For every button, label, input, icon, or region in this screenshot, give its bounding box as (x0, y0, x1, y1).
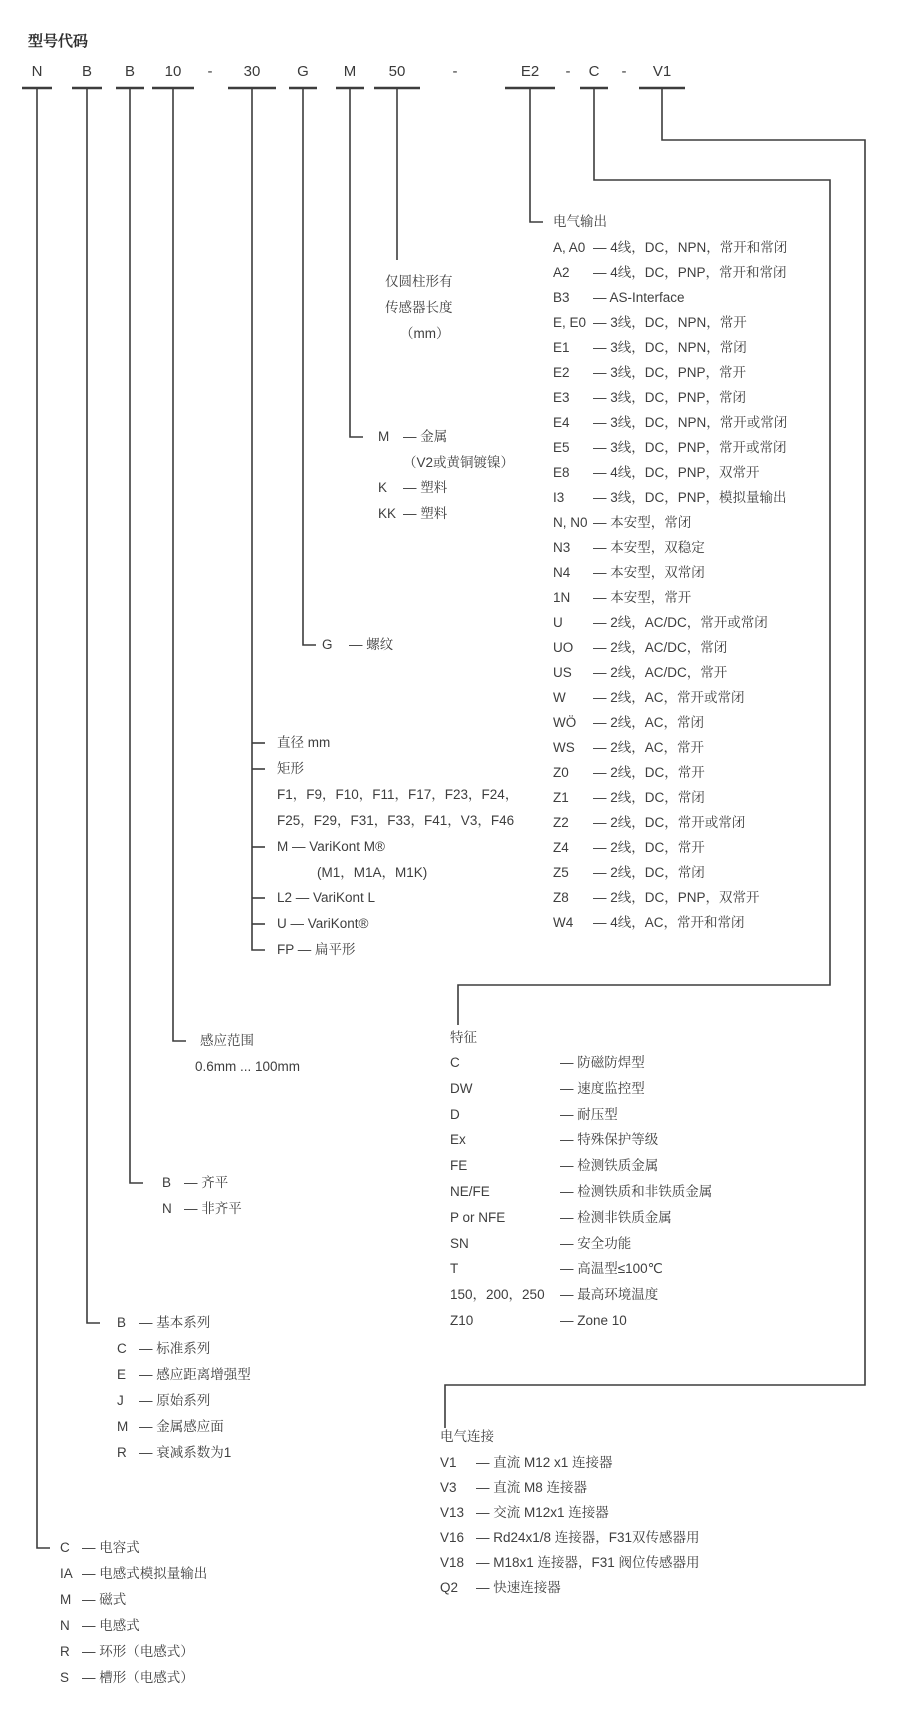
code-description: — 塑料 (403, 506, 448, 522)
code-value: W4 (553, 915, 574, 930)
code-description: — 本安型，双稳定 (593, 540, 705, 555)
feature-row (450, 1308, 712, 1334)
line-series (87, 88, 100, 1323)
code-value: E4 (553, 415, 570, 430)
code-description: — 2线，DC，PNP，双常开 (593, 890, 760, 905)
connection-row (440, 1475, 700, 1500)
sensing-range-label: 感应范围 (200, 1033, 254, 1048)
code-description: — Rd24x1/8 连接器，F31双传感器用 (476, 1530, 700, 1545)
code-description: — 电感式模拟量输出 (82, 1566, 208, 1581)
code-description: — 安全功能 (560, 1235, 632, 1251)
code-value (378, 450, 403, 476)
code-description: — 塑料 (403, 480, 448, 496)
code-value: V1 (440, 1455, 457, 1470)
output-row (553, 660, 787, 685)
outputs-block (553, 235, 787, 935)
connection-row (440, 1575, 700, 1600)
series-row (117, 1440, 251, 1466)
output-row (553, 785, 787, 810)
flush-row (162, 1170, 242, 1196)
output-row (553, 485, 787, 510)
output-row (553, 510, 787, 535)
series-row (117, 1310, 251, 1336)
code-value: 1N (553, 590, 571, 605)
code-value: M (378, 429, 390, 444)
code-description: — 耐压型 (560, 1106, 618, 1122)
output-row (553, 860, 787, 885)
code-value: V16 (440, 1530, 465, 1545)
code-description: — 3线，DC，NPN，常开或常闭 (593, 415, 788, 430)
sensing-type-block (60, 1535, 207, 1691)
code-value: Z2 (553, 815, 569, 830)
code-value: T (450, 1261, 459, 1277)
material-row (378, 475, 514, 501)
output-row (553, 710, 787, 735)
code-description: — 2线，DC，常开或常闭 (593, 815, 746, 830)
code-token: N (31, 63, 43, 80)
code-token: B (81, 63, 93, 80)
code-token: 10 (164, 63, 182, 80)
shape-row: U — VariKont® (277, 916, 369, 932)
code-value: DW (450, 1080, 473, 1096)
code-description: — 2线，AC/DC，常闭 (593, 640, 728, 655)
code-description: — 本安型，常开 (593, 590, 692, 605)
code-description: — 2线，DC，常开 (593, 765, 705, 780)
code-token: 50 (388, 63, 406, 80)
output-row (553, 435, 787, 460)
code-description: — Zone 10 (560, 1312, 627, 1328)
code-value: B (162, 1175, 172, 1190)
code-value: Z5 (553, 865, 569, 880)
connections-block (440, 1450, 700, 1600)
sensing-range-value: 0.6mm ... 100mm (195, 1059, 301, 1074)
code-description: — 电容式 (82, 1540, 140, 1555)
code-token: 30 (243, 63, 261, 80)
code-description: — 高温型≤100℃ (560, 1261, 663, 1277)
code-description: — 检测铁质金属 (560, 1158, 659, 1174)
code-description: — 电感式 (82, 1618, 140, 1633)
output-row (553, 535, 787, 560)
code-value: R (60, 1644, 70, 1659)
code-token: C (588, 63, 600, 80)
output-row (553, 385, 787, 410)
code-description: — 4线，DC，PNP，常开和常闭 (593, 265, 787, 280)
code-value: M (60, 1592, 72, 1607)
shape-row: 矩形 (277, 760, 304, 776)
shape-row: FP — 扁平形 (277, 942, 356, 958)
code-value: Q2 (440, 1580, 459, 1595)
connections-label: 电气连接 (440, 1429, 494, 1444)
code-value: A, A0 (553, 240, 586, 255)
sensing-type-row (60, 1587, 207, 1613)
code-value: V18 (440, 1555, 465, 1570)
code-value: FE (450, 1158, 468, 1174)
output-row (553, 635, 787, 660)
code-value: N3 (553, 540, 571, 555)
output-row (553, 360, 787, 385)
flush-block (162, 1170, 242, 1222)
code-description: — 特殊保护等级 (560, 1132, 659, 1148)
features-label: 特征 (450, 1030, 477, 1045)
feature-row (450, 1076, 712, 1102)
series-row (117, 1336, 251, 1362)
shape-block (277, 730, 518, 963)
code-token: V1 (652, 63, 672, 80)
code-description: — 金属感应面 (139, 1419, 224, 1434)
series-block (117, 1310, 251, 1466)
code-value: B3 (553, 290, 570, 305)
code-value: Z1 (553, 790, 569, 805)
connection-row (440, 1450, 700, 1475)
code-separator: - (565, 63, 571, 80)
sensor-length-block (385, 269, 453, 346)
code-token: E2 (520, 63, 540, 80)
material-row (378, 501, 514, 527)
code-token: G (297, 63, 309, 80)
thread-row (322, 632, 393, 658)
output-row (553, 260, 787, 285)
shape-row: L2 — VariKont L (277, 890, 376, 906)
feature-row (450, 1231, 712, 1257)
code-value: US (553, 665, 572, 680)
code-value: D (450, 1106, 460, 1122)
note-line: （mm） (400, 325, 450, 341)
feature-row (450, 1282, 712, 1308)
features-block (450, 1050, 712, 1334)
code-description: — 3线，DC，PNP，常开或常闭 (593, 440, 787, 455)
code-value: NE/FE (450, 1183, 490, 1199)
code-description: — 4线，DC，PNP，双常开 (593, 465, 760, 480)
code-value: 150，200，250 (450, 1287, 545, 1303)
code-description: — 3线，DC，PNP，常闭 (593, 390, 747, 405)
code-description: — 2线，AC，常闭 (593, 715, 705, 730)
code-value: E5 (553, 440, 570, 455)
code-description: — 标准系列 (139, 1341, 211, 1356)
output-row (553, 810, 787, 835)
code-value: WS (553, 740, 575, 755)
code-description: — 螺纹 (349, 637, 394, 652)
sensing-range-block (195, 1028, 301, 1080)
page-title: 型号代码 (28, 33, 89, 50)
code-value: E (117, 1367, 127, 1382)
code-value: W (553, 690, 566, 705)
code-value: M (117, 1419, 129, 1434)
line-outputs (530, 88, 543, 222)
sensing-type-row (60, 1561, 207, 1587)
code-description: — 4线，DC，NPN，常开和常闭 (593, 240, 788, 255)
code-value: C (117, 1341, 127, 1356)
series-row (117, 1388, 251, 1414)
line-thread (303, 88, 316, 645)
code-value: R (117, 1445, 127, 1460)
code-description: — 齐平 (184, 1175, 229, 1190)
code-description: — 速度监控型 (560, 1080, 645, 1096)
code-description: — 最高环境温度 (560, 1287, 659, 1303)
code-description: — 检测铁质和非铁质金属 (560, 1183, 713, 1199)
code-description: — 衰减系数为1 (139, 1445, 232, 1460)
code-value: E, E0 (553, 315, 587, 330)
connection-row (440, 1550, 700, 1575)
output-row (553, 460, 787, 485)
code-description: — 3线，DC，NPN，常闭 (593, 340, 747, 355)
output-row (553, 410, 787, 435)
code-value: Z0 (553, 765, 569, 780)
line-sensing-type (37, 88, 50, 1548)
output-row (553, 335, 787, 360)
feature-row (450, 1179, 712, 1205)
code-value: K (378, 480, 388, 496)
code-description: — 槽形（电感式） (82, 1670, 194, 1685)
feature-row (450, 1127, 712, 1153)
material-row (378, 450, 514, 476)
output-row (553, 585, 787, 610)
code-description: — 检测非铁质金属 (560, 1209, 672, 1225)
code-description: — 2线，AC，常开 (593, 740, 705, 755)
line-shape (252, 88, 265, 950)
feature-row (450, 1256, 712, 1282)
code-value: Z10 (450, 1312, 474, 1328)
code-value: C (60, 1540, 70, 1555)
code-value: J (117, 1393, 124, 1408)
output-row (553, 910, 787, 935)
code-value: V13 (440, 1505, 465, 1520)
feature-row (450, 1102, 712, 1128)
code-description: — 3线，DC，NPN，常开 (593, 315, 747, 330)
line-sensing-range (173, 88, 186, 1041)
code-value: G (322, 637, 333, 652)
material-row (378, 424, 514, 450)
code-value: C (450, 1055, 460, 1070)
code-value: Z8 (553, 890, 569, 905)
sensing-type-row (60, 1665, 207, 1691)
output-row (553, 235, 787, 260)
code-value: S (60, 1670, 70, 1685)
feature-row (450, 1205, 712, 1231)
code-description: — 感应距离增强型 (139, 1367, 251, 1382)
shape-row: 直径 mm (277, 735, 331, 750)
outputs-label: 电气输出 (553, 214, 607, 229)
code-value: N, N0 (553, 515, 588, 530)
output-row (553, 610, 787, 635)
code-token: M (343, 63, 357, 80)
code-value: E3 (553, 390, 570, 405)
line-flush (130, 88, 143, 1183)
output-row (553, 310, 787, 335)
code-value: E2 (553, 365, 570, 380)
shape-row: M — VariKont M® (277, 838, 385, 854)
code-description: — 基本系列 (139, 1315, 211, 1330)
code-description: — 防磁防焊型 (560, 1055, 645, 1070)
code-description: — 3线，DC，PNP，模拟量输出 (593, 490, 787, 505)
output-row (553, 560, 787, 585)
feature-row (450, 1153, 712, 1179)
output-row (553, 685, 787, 710)
output-row (553, 285, 787, 310)
code-description: — 原始系列 (139, 1393, 211, 1408)
code-value: SN (450, 1235, 469, 1251)
code-description: — 直流 M12 x1 连接器 (476, 1455, 613, 1470)
thread-block (322, 632, 393, 658)
code-description: — 直流 M8 连接器 (476, 1480, 588, 1495)
code-value: N4 (553, 565, 571, 580)
code-value: KK (378, 506, 397, 522)
code-description: — 4线，AC，常开和常闭 (593, 915, 745, 930)
code-description: — 交流 M12x1 连接器 (476, 1505, 609, 1520)
shape-row: (M1，M1A，M1K) (317, 864, 428, 880)
code-value: I3 (553, 490, 565, 505)
code-description: — 金属 (403, 429, 448, 444)
code-description: — 2线，DC，常闭 (593, 790, 705, 805)
output-row (553, 835, 787, 860)
code-value: U (553, 615, 563, 630)
code-description: — 本安型，常闭 (593, 515, 692, 530)
code-value: A2 (553, 265, 570, 280)
code-description: — AS-Interface (593, 290, 685, 305)
connection-row (440, 1500, 700, 1525)
flush-row (162, 1196, 242, 1222)
code-value: UO (553, 640, 574, 655)
material-block (378, 424, 514, 527)
code-description: — 本安型，双常闭 (593, 565, 705, 580)
output-row (553, 760, 787, 785)
code-description: — M18x1 连接器，F31 阀位传感器用 (476, 1555, 700, 1570)
code-description: — 2线，AC/DC，常开 (593, 665, 728, 680)
code-value: IA (60, 1566, 73, 1581)
series-row (117, 1414, 251, 1440)
output-row (553, 735, 787, 760)
code-description: — 磁式 (82, 1592, 127, 1607)
code-description: — 2线，AC/DC，常开或常闭 (593, 615, 768, 630)
code-description: （V2或黄铜镀镍） (403, 454, 515, 470)
code-value: P or NFE (450, 1209, 506, 1225)
code-value: WÖ (553, 715, 577, 730)
code-value: Ex (450, 1132, 466, 1148)
feature-row (450, 1050, 712, 1076)
code-description: — 非齐平 (184, 1201, 242, 1216)
code-separator: - (452, 63, 458, 80)
sensing-type-row (60, 1639, 207, 1665)
code-separator: - (207, 63, 213, 80)
code-description: — 2线，DC，常开 (593, 840, 705, 855)
code-value: E1 (553, 340, 570, 355)
note-line: 仅圆柱形有 (385, 274, 453, 289)
code-description: — 环形（电感式） (82, 1644, 194, 1659)
series-row (117, 1362, 251, 1388)
connection-row (440, 1525, 700, 1550)
code-separator: - (621, 63, 627, 80)
code-description: — 3线，DC，PNP，常开 (593, 365, 747, 380)
code-value: N (162, 1201, 172, 1216)
code-value: Z4 (553, 840, 569, 855)
code-description: — 快速连接器 (476, 1580, 561, 1595)
output-row (553, 885, 787, 910)
code-description: — 2线，DC，常闭 (593, 865, 705, 880)
code-description: — 2线，AC，常开或常闭 (593, 690, 745, 705)
code-value: V3 (440, 1480, 457, 1495)
line-material (350, 88, 363, 437)
sensing-type-row (60, 1535, 207, 1561)
note-line: 传感器长度 (385, 299, 453, 315)
shape-row: F25，F29，F31，F33，F41，V3，F46 (277, 812, 515, 828)
code-value: E8 (553, 465, 570, 480)
code-token: B (124, 63, 136, 80)
code-value: B (117, 1315, 127, 1330)
code-value: N (60, 1618, 70, 1633)
shape-row: F1，F9，F10，F11，F17，F23，F24， (277, 786, 519, 802)
sensing-type-row (60, 1613, 207, 1639)
